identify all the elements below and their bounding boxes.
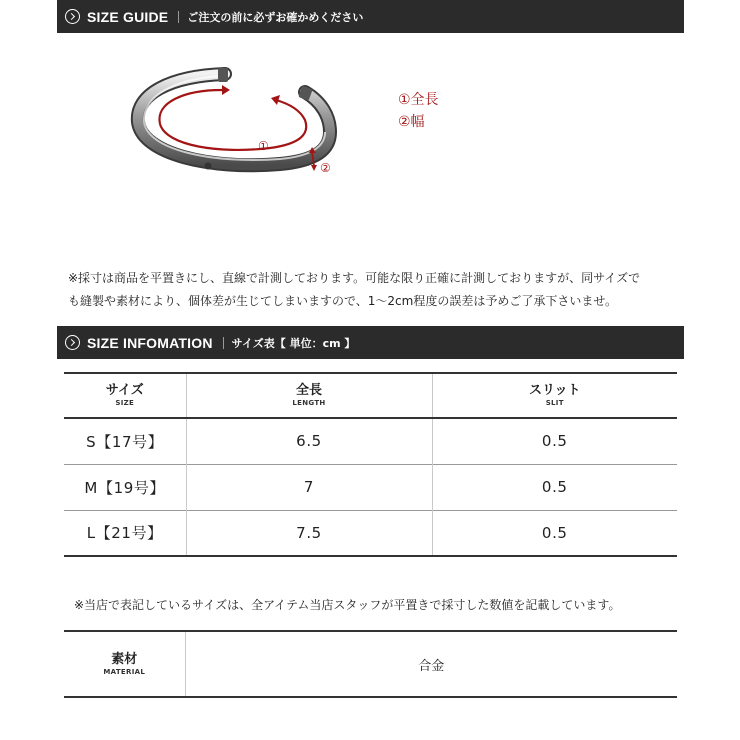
store-measurement-note: ※当店で表記しているサイズは、全アイテム当店スタッフが平置きで採寸した数値を記載しています。 (74, 598, 621, 612)
measurement-note (68, 267, 678, 313)
legend-length: ①全長 (398, 92, 439, 108)
chevron-circle-icon (65, 9, 80, 24)
size-guide-title: SIZE GUIDE (87, 8, 169, 25)
cell-length: 7.5 (186, 510, 432, 556)
diagram-legend (398, 89, 439, 133)
cell-size: M【19号】 (84, 478, 166, 497)
measurement-note-line2: も縫製や素材により、個体差が生じてしまいますので、1〜2cm程度の誤差は予めご了承下さいませ。 (68, 294, 617, 308)
material-label: 素材 MATERIAL (64, 631, 185, 697)
cell-size: L【21号】 (86, 524, 163, 543)
size-info-subtitle: サイズ表【 単位：cm 】 (231, 336, 356, 350)
size-guide-header (57, 0, 684, 33)
material-table (64, 630, 677, 698)
size-table-header-row (64, 373, 677, 418)
bangle-diagram (130, 62, 360, 192)
legend-width: ②幅 (398, 114, 425, 130)
cell-slit: 0.5 (432, 464, 677, 510)
header-slit: スリット SLIT (432, 373, 677, 418)
header-divider (223, 337, 224, 349)
cell-slit: 0.5 (432, 510, 677, 556)
size-info-header (57, 326, 684, 359)
size-guide-subtitle: ご注文の前に必ずお確かめください (187, 10, 364, 24)
material-value: 合金 (418, 658, 445, 674)
size-table (64, 372, 677, 557)
header-size: サイズ SIZE (105, 383, 144, 407)
table-row (64, 510, 677, 556)
marker-length: ① (258, 139, 269, 153)
cell-size: S【17号】 (86, 432, 164, 451)
table-row (64, 464, 677, 510)
measurement-note-line1: ※採寸は商品を平置きにし、直線で計測しております。可能な限り正確に計測しておりますが、同サイズで (68, 271, 641, 285)
chevron-circle-icon (65, 335, 80, 350)
cell-length: 7 (186, 464, 432, 510)
header-divider (178, 11, 179, 23)
size-info-title: SIZE INFOMATION (87, 334, 213, 351)
bangle-illustration (130, 62, 360, 192)
table-row (64, 418, 677, 464)
material-row (64, 631, 677, 697)
marker-width: ② (320, 161, 331, 175)
cell-slit: 0.5 (432, 418, 677, 464)
header-length: 全長 LENGTH (186, 373, 432, 418)
cell-length: 6.5 (186, 418, 432, 464)
